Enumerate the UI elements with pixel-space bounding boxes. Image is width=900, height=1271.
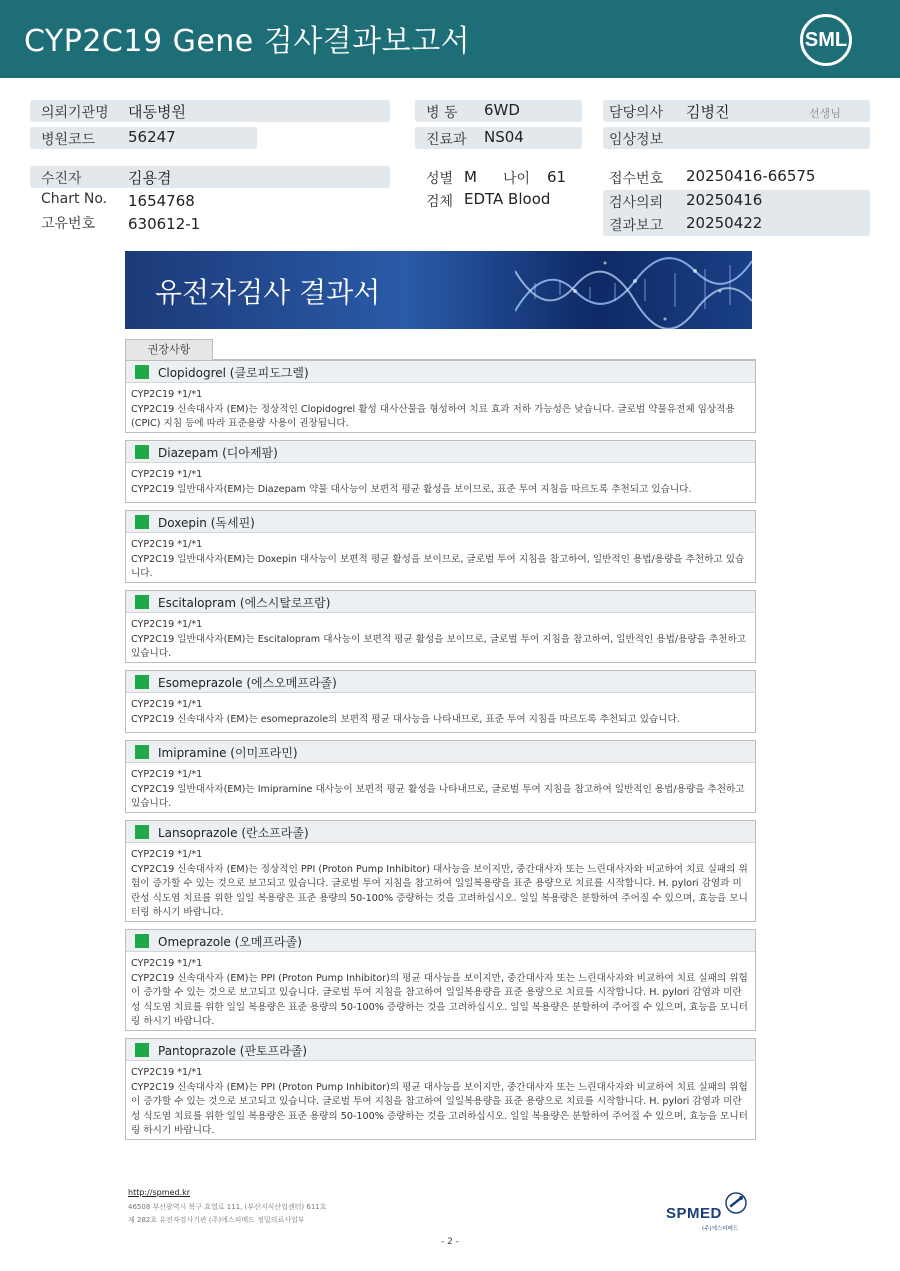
sex-value: M [464,168,477,186]
report-header [0,0,900,78]
green-square-icon [135,934,149,948]
drug-name: Escitalopram (에스시탈로프람) [158,596,331,610]
specimen-value: EDTA Blood [464,190,551,208]
page-number: - 2 - [441,1237,459,1247]
drug-genotype: CYP2C19 *1/*1 [131,1067,203,1078]
report-label: 결과보고 [609,218,664,234]
drug-description: CYP2C19 신속대사자 (EM)는 PPI (Proton Pump Inhibitor)의 평균 대사능을 보이지만, 중간대사자 또는 느린대사자와 비교하여 치료 실패의 위험이 증가할 수 있는 것으로 보고되고 있습니다. 글로벌 투여 지침을 참고하여 일일복용량을 표준 용량으로 치료를 시작합니다. H. pylori 감염과 미란성 식도염 치료를 위한 일일 복용량은 표준 용량의 50-100% 증량하는 것을 고려하십시오. 일일 복용량은 분할하여 주어질 수 있으며, 효능을 모니터링 하시기 바랍니다. [131,972,748,1027]
drug-genotype: CYP2C19 *1/*1 [131,849,203,860]
drug-card-esomeprazole [125,670,756,733]
drug-body [126,952,755,1030]
banner-title: 유전자검사 결과서 [155,276,381,309]
green-square-icon [135,1043,149,1057]
footer-url-link[interactable]: http://spmed.kr [128,1188,191,1197]
drug-genotype: CYP2C19 *1/*1 [131,389,203,400]
drug-header [126,821,755,843]
drug-body [126,693,755,727]
drug-description: CYP2C19 일반대사자(EM)는 Imipramine 대사능이 보편적 평균 활성을 나타내므로, 글로벌 투여 지침을 참고하여 일반적인 용법/용량을 추천하고 있습니다. [131,783,745,809]
request-value: 20250416 [686,191,763,209]
hospital-code-label: 병원코드 [41,132,96,148]
tab-recommendation: 권장사항 [125,339,213,361]
drug-card-escitalopram [125,590,756,663]
drug-name: Esomeprazole (에스오메프라졸) [158,676,337,690]
drug-header [126,511,755,533]
drug-description: CYP2C19 신속대사자 (EM)는 esomeprazole의 보편적 평균 대사능을 나타내므로, 표준 투여 지침을 따르도록 추천되고 있습니다. [131,713,680,725]
ward-value: 6WD [484,101,520,119]
age-label: 나이 [503,171,531,187]
drug-name: Pantoprazole (판토프라졸) [158,1044,308,1058]
id-label: 고유번호 [41,216,96,232]
receipt-value: 20250416-66575 [686,167,816,185]
drug-description: CYP2C19 일반대사자(EM)는 Doxepin 대사능이 보편적 평균 활성을 보이므로, 글로벌 투여 지침을 참고하여, 일반적인 용법/용량을 추천하고 있습니다. [131,553,745,579]
drug-header [126,361,755,383]
chart-label: Chart No. [41,191,108,207]
drug-name: Lansoprazole (란소프라졸) [158,826,309,840]
drug-card-pantoprazole [125,1038,756,1140]
chart-value: 1654768 [128,192,195,210]
request-label: 검사의뢰 [609,195,664,211]
green-square-icon [135,365,149,379]
drug-body [126,463,755,497]
drug-genotype: CYP2C19 *1/*1 [131,469,203,480]
green-square-icon [135,595,149,609]
dna-helix-icon [515,251,752,329]
dept-value: NS04 [484,128,524,146]
drug-name: Clopidogrel (클로피도그렐) [158,366,309,380]
institution-label: 의뢰기관명 [41,105,109,121]
drug-name: Doxepin (독세핀) [158,516,255,530]
drug-description: CYP2C19 일반대사자(EM)는 Diazepam 약물 대사능이 보편적 평균 활성을 보이므로, 표준 투여 지침을 따르도록 추천되고 있습니다. [131,483,692,495]
clinical-label: 임상정보 [609,132,664,148]
drug-card-lansoprazole [125,820,756,922]
drug-genotype: CYP2C19 *1/*1 [131,539,203,550]
doctor-suffix: 선생님 [809,107,841,120]
drug-description: CYP2C19 신속대사자 (EM)는 정상적인 Clopidogrel 활성 대사산물을 형성하여 치료 효과 저하 가능성은 낮습니다. 글로벌 약물유전체 임상적용 (CPIC) 지침 등에 따라 표준용량 사용이 권장됩니다. [131,403,735,429]
drug-name: Diazepam (디아제팜) [158,446,278,460]
ward-label: 병 동 [426,105,458,121]
green-square-icon [135,745,149,759]
drug-header [126,441,755,463]
spmed-brand: SPMED [666,1205,722,1222]
sex-label: 성별 [426,171,454,187]
drug-description: CYP2C19 신속대사자 (EM)는 PPI (Proton Pump Inhibitor)의 평균 대사능을 보이지만, 중간대사자 또는 느린대사자와 비교하여 치료 실패의 위험이 증가할 수 있는 것으로 보고되고 있습니다. 글로벌 투여 지침을 참고하여 일일복용량을 표준 용량으로 치료를 시작합니다. H. pylori 감염과 미란성 식도염 치료를 위한 일일 복용량은 표준 용량의 50-100% 증량하는 것을 고려하십시오. 일일 복용량은 분할하여 주어질 수 있으며, 효능을 모니터링 하시기 바랍니다. [131,1081,748,1136]
green-square-icon [135,445,149,459]
drug-header [126,591,755,613]
drug-body [126,613,755,662]
drug-genotype: CYP2C19 *1/*1 [131,699,203,710]
drug-body [126,383,755,432]
patient-label: 수진자 [41,171,82,187]
doctor-label: 담당의사 [609,105,664,121]
footer-address: 46508 부산광역시 북구 효열로 111, (부산지식산업센터) 611호 [128,1203,327,1211]
green-square-icon [135,675,149,689]
drug-header [126,1039,755,1061]
drug-description: CYP2C19 일반대사자(EM)는 Escitalopram 대사능이 보편적 평균 활성을 보이므로, 글로벌 투여 지침을 참고하여, 일반적인 용법/용량을 추천하고 있습니다. [131,633,747,659]
drug-body [126,763,755,812]
sml-logo: SML [800,14,852,66]
report-title: CYP2C19 Gene 검사결과보고서 [24,24,471,59]
spmed-logo-icon [723,1190,749,1216]
drug-body [126,1061,755,1139]
green-square-icon [135,515,149,529]
age-value: 61 [547,168,567,186]
drug-name: Omeprazole (오메프라졸) [158,935,302,949]
patient-bar [30,166,390,188]
report-value: 20250422 [686,214,763,232]
drug-name: Imipramine (이미프라민) [158,746,298,760]
id-value: 630612-1 [128,215,201,233]
drug-body [126,533,755,582]
drug-genotype: CYP2C19 *1/*1 [131,619,203,630]
receipt-label: 접수번호 [609,171,664,187]
drug-card-imipramine [125,740,756,813]
institution-value: 대동병원 [128,103,186,121]
drug-genotype: CYP2C19 *1/*1 [131,958,203,969]
drug-header [126,930,755,952]
dept-label: 진료과 [426,132,467,148]
hospital-code-value: 56247 [128,128,176,146]
footer-registration: 제 282호 유전자검사기관 (주)에스피메드 정밀의료사업부 [128,1216,305,1224]
spmed-brand-sub: (주)에스피메드 [702,1226,739,1232]
drug-card-clopidogrel [125,360,756,433]
result-banner [125,251,752,329]
green-square-icon [135,825,149,839]
doctor-value: 김병진 [686,103,730,121]
drug-description: CYP2C19 신속대사자 (EM)는 정상적인 PPI (Proton Pump Inhibitor) 대사능을 보이지만, 중간대사자 또는 느린대사자와 비교하여 치료 실패의 위험이 증가할 수 있는 것으로 보고되고 있습니다. 글로벌 투여 지침을 참고하여 일일복용량을 표준 용량으로 치료를 시작합니다. H. pylori 감염과 미란성 식도염 치료를 위한 일일 복용량은 표준 용량의 50-100% 증량하는 것을 고려하십시오. 일일 복용량은 분할하여 주어질 수 있으며, 효능을 모니터링 하시기 바랍니다. [131,863,748,918]
specimen-label: 검체 [426,194,454,210]
drug-body [126,843,755,921]
drug-card-doxepin [125,510,756,583]
patient-value: 김용겸 [128,169,172,187]
drug-genotype: CYP2C19 *1/*1 [131,769,203,780]
drug-header [126,741,755,763]
drug-card-diazepam [125,440,756,503]
drug-card-omeprazole [125,929,756,1031]
drug-header [126,671,755,693]
